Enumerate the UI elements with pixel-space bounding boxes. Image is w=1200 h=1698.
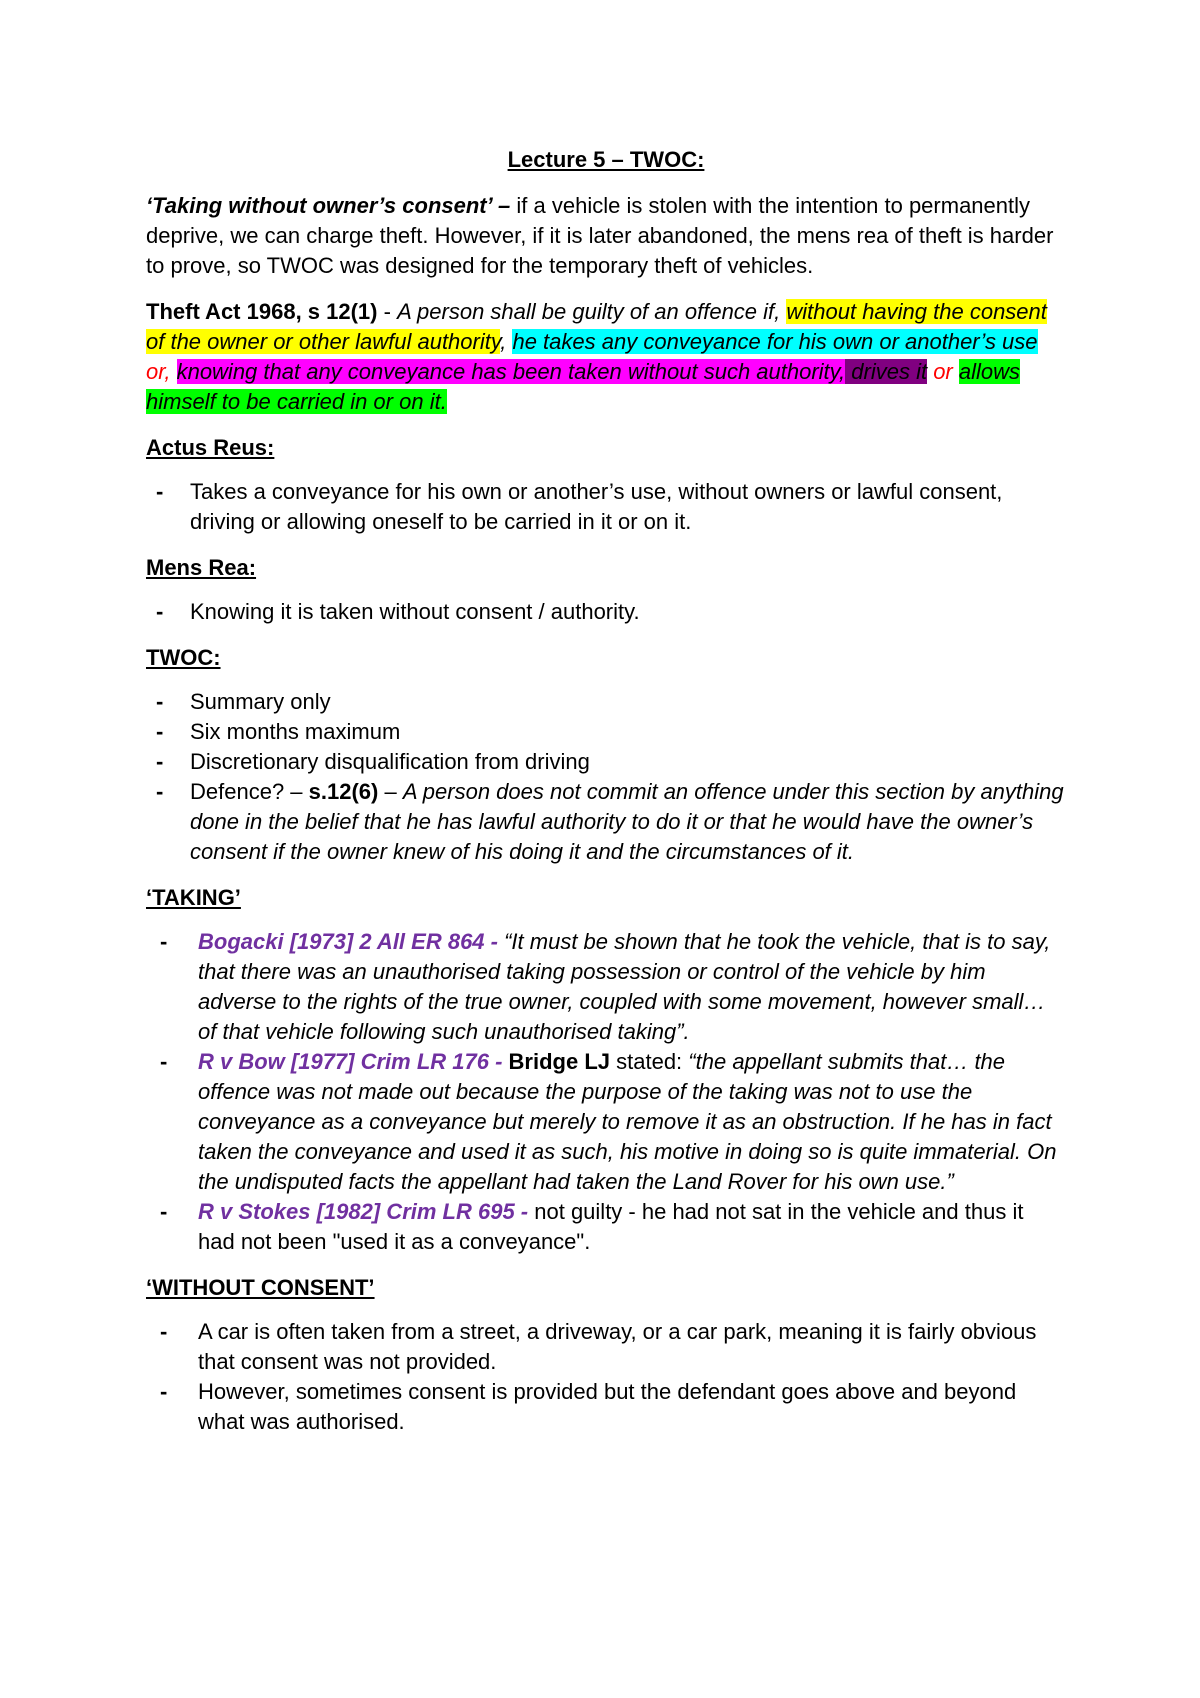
intro-term: ‘Taking without owner’s consent’ – xyxy=(146,193,511,218)
bullet-dash: - xyxy=(156,749,164,774)
bullet-dash: - xyxy=(160,1199,168,1224)
case-quote: “the appellant submits that… the offence was not made out because the purpose of the taking was not to use the conveyance as a conveyance but merely to remove it as an obstruction. If he has in fact taken the conveyance and used it as such, his motive in doing so is quite immaterial. On the undisputed facts the appellant had taken the Land Rover for his own use.” xyxy=(198,1049,1057,1194)
list-item-text: Knowing it is taken without consent / authority. xyxy=(190,599,640,624)
bullet-dash: - xyxy=(160,929,168,954)
bullet-dash: - xyxy=(156,479,164,504)
without-consent-list xyxy=(146,1317,1066,1437)
bullet-dash: - xyxy=(156,719,164,744)
taking-heading: ‘TAKING’ xyxy=(146,885,241,910)
twoc-list xyxy=(146,687,1066,867)
statute-paragraph xyxy=(146,297,1066,417)
case-text: not guilty - he had not sat in the vehicle and thus it had not been "used it as a conveyance". xyxy=(198,1199,1024,1254)
list-item xyxy=(146,477,1066,537)
bullet-dash: - xyxy=(156,779,164,804)
bullet-dash: - xyxy=(160,1319,168,1344)
statute-or-2: or xyxy=(927,359,959,384)
intro-paragraph xyxy=(146,191,1066,281)
bullet-dash: - xyxy=(160,1049,168,1074)
list-item xyxy=(146,1317,1066,1377)
statute-comma: , xyxy=(500,329,513,354)
highlight-purple: drives it xyxy=(845,359,928,384)
mens-rea-list xyxy=(146,597,1066,627)
defence-ref: s.12(6) xyxy=(308,779,379,804)
list-item xyxy=(146,687,1066,717)
list-item xyxy=(146,1377,1066,1437)
highlight-magenta: knowing that any conveyance has been taken without such authority, xyxy=(176,359,846,384)
list-item-text: Six months maximum xyxy=(190,719,401,744)
list-item-text: Takes a conveyance for his own or another’s use, without owners or lawful consent, driving or allowing oneself to be carried in it or on it. xyxy=(190,479,1003,534)
list-item-text: Summary only xyxy=(190,689,331,714)
bullet-dash: - xyxy=(156,599,164,624)
bullet-dash: - xyxy=(160,1379,168,1404)
statute-sep: - xyxy=(377,299,398,324)
highlight-green: allows himself to be carried in or on it. xyxy=(146,359,1021,414)
case-ref: R v Bow [1977] Crim LR 176 - xyxy=(198,1049,509,1074)
taking-cases-list xyxy=(146,927,1066,1257)
document-content xyxy=(146,145,1066,1437)
defence-dash: – xyxy=(378,779,403,804)
twoc-heading: TWOC: xyxy=(146,645,221,670)
without-consent-heading: ‘WITHOUT CONSENT’ xyxy=(146,1275,375,1300)
list-item-text: A car is often taken from a street, a driveway, or a car park, meaning it is fairly obvious that consent was not provided. xyxy=(198,1319,1037,1374)
list-item-text: Discretionary disqualification from driving xyxy=(190,749,590,774)
highlight-yellow: without having the consent of the owner or other lawful authority xyxy=(146,299,1047,354)
case-item-bogacki xyxy=(146,927,1066,1047)
bullet-dash: - xyxy=(156,689,164,714)
case-ref: R v Stokes [1982] Crim LR 695 - xyxy=(198,1199,535,1224)
case-ref: Bogacki [1973] 2 All ER 864 - xyxy=(198,929,505,954)
list-item-defence xyxy=(146,777,1066,867)
intro-text: if a vehicle is stolen with the intention to permanently deprive, we can charge theft. However, if it is later abandoned, the mens rea of theft is harder to prove, so TWOC was designed for the temporary theft of vehicles. xyxy=(146,193,1054,278)
actus-reus-heading: Actus Reus: xyxy=(146,435,275,460)
list-item xyxy=(146,597,1066,627)
page-title: Lecture 5 – TWOC: xyxy=(507,147,705,172)
case-item-bow xyxy=(146,1047,1066,1197)
case-item-stokes xyxy=(146,1197,1066,1257)
defence-lead: Defence? – xyxy=(190,779,309,804)
defence-text: A person does not commit an offence under this section by anything done in the belief that he has lawful authority to do it or that he would have the owner’s consent if the owner knew of his doing it and the circumstances of it. xyxy=(190,779,1064,864)
statute-or-1: or, xyxy=(146,359,177,384)
case-stated: stated: xyxy=(610,1049,689,1074)
statute-ref: Theft Act 1968, s 12(1) xyxy=(146,299,378,324)
actus-reus-list xyxy=(146,477,1066,537)
list-item xyxy=(146,747,1066,777)
highlight-cyan: he takes any conveyance for his own or another’s use xyxy=(512,329,1038,354)
statute-lead: A person shall be guilty of an offence if, xyxy=(397,299,787,324)
list-item-text: However, sometimes consent is provided but the defendant goes above and beyond what was authorised. xyxy=(198,1379,1017,1434)
mens-rea-heading: Mens Rea: xyxy=(146,555,257,580)
case-judge: Bridge LJ xyxy=(508,1049,611,1074)
list-item xyxy=(146,717,1066,747)
case-quote: “It must be shown that he took the vehicle, that is to say, that there was an unauthorised taking possession or control of the vehicle by him adverse to the rights of the true owner, coupled with some movement, however small… of that vehicle following such unauthorised taking”. xyxy=(198,929,1051,1044)
